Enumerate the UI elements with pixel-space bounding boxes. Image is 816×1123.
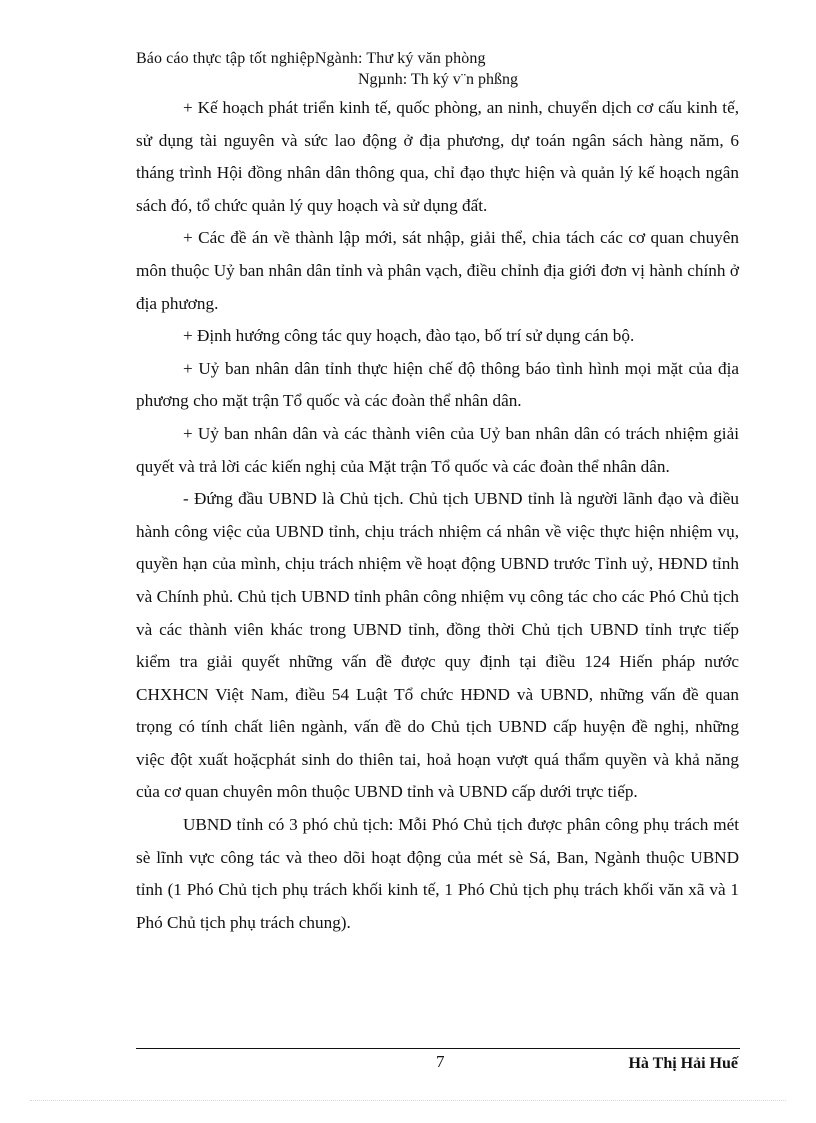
paragraph: + Uỷ ban nhân dân và các thành viên của Uỷ ban nhân dân có trách nhiệm giải quyết và trả lời các kiến nghị của Mặt trận Tổ quốc và các đoàn thể nhân dân. <box>136 423 739 476</box>
page-edge-divider <box>30 1100 786 1101</box>
footer-author: Hà Thị Hải Huế <box>628 1055 738 1072</box>
paragraph: - Đứng đầu UBND là Chủ tịch. Chủ tịch UBND tỉnh là người lãnh đạo và điều hành công việc của UBND tỉnh, chịu trách nhiệm cá nhân về việc thực hiện nhiệm vụ, quyền hạn của mình, chịu trách nhiệm về hoạt động UBND trước Tỉnh uỷ, HĐND tỉnh và Chính phủ. Chủ tịch UBND tỉnh phân công nhiệm vụ công tác cho các Phó Chủ tịch và các thành viên khác trong UBND tỉnh, đồng thời Chủ tịch UBND tỉnh trực tiếp kiểm tra giải quyết những vấn đề được quy định tại điều 124 Hiến pháp nước CHXHCN Việt Nam, điều 54 Luật Tổ chức HĐND và UBND, những vấn đề quan trọng có tính chất liên ngành, vấn đề do Chủ tịch UBND cấp huyện đề nghị, những việc đột xuất hoặcphát sinh do thiên tai, hoả hoạn vượt quá thẩm quyền và khả năng của cơ quan chuyên môn thuộc UBND tỉnh và UBND cấp dưới trực tiếp. <box>136 489 739 802</box>
running-header: Báo cáo thực tập tốt nghiệpNgành: Thư ký văn phòng <box>136 50 486 67</box>
paragraph: + Uỷ ban nhân dân tỉnh thực hiện chế độ thông báo tình hình mọi mặt của địa phương cho mặt trận Tổ quốc và các đoàn thể nhân dân. <box>136 358 739 411</box>
footer-divider <box>136 1048 740 1049</box>
paragraph: UBND tỉnh có 3 phó chủ tịch: Mỗi Phó Chủ tịch được phân công phụ trách mét sè lĩnh vực công tác và theo dõi hoạt động của mét sè Sá, Ban, Ngành thuộc UBND tỉnh (1 Phó Chủ tịch phụ trách khối kinh tế, 1 Phó Chủ tịch phụ trách khối văn xã và 1 Phó Chủ tịch phụ trách chung). <box>136 815 739 932</box>
body-text <box>136 92 739 939</box>
running-header-garbled: Ngµnh: Th ký v¨n phßng <box>357 71 519 88</box>
page-number: 7 <box>436 1052 445 1071</box>
paragraph: + Kế hoạch phát triển kinh tế, quốc phòng, an ninh, chuyển dịch cơ cấu kinh tế, sử dụng tài nguyên và sức lao động ở địa phương, dự toán ngân sách hàng năm, 6 tháng trình Hội đồng nhân dân thông qua, chỉ đạo thực hiện và quản lý kế hoạch ngân sách đó, tổ chức quản lý quy hoạch và sử dụng đất. <box>136 98 739 215</box>
paragraph: + Định hướng công tác quy hoạch, đào tạo, bố trí sử dụng cán bộ. <box>183 326 635 346</box>
paragraph: + Các đề án về thành lập mới, sát nhập, giải thể, chia tách các cơ quan chuyên môn thuộc Uỷ ban nhân dân tỉnh và phân vạch, điều chỉnh địa giới đơn vị hành chính ở địa phương. <box>136 228 739 313</box>
